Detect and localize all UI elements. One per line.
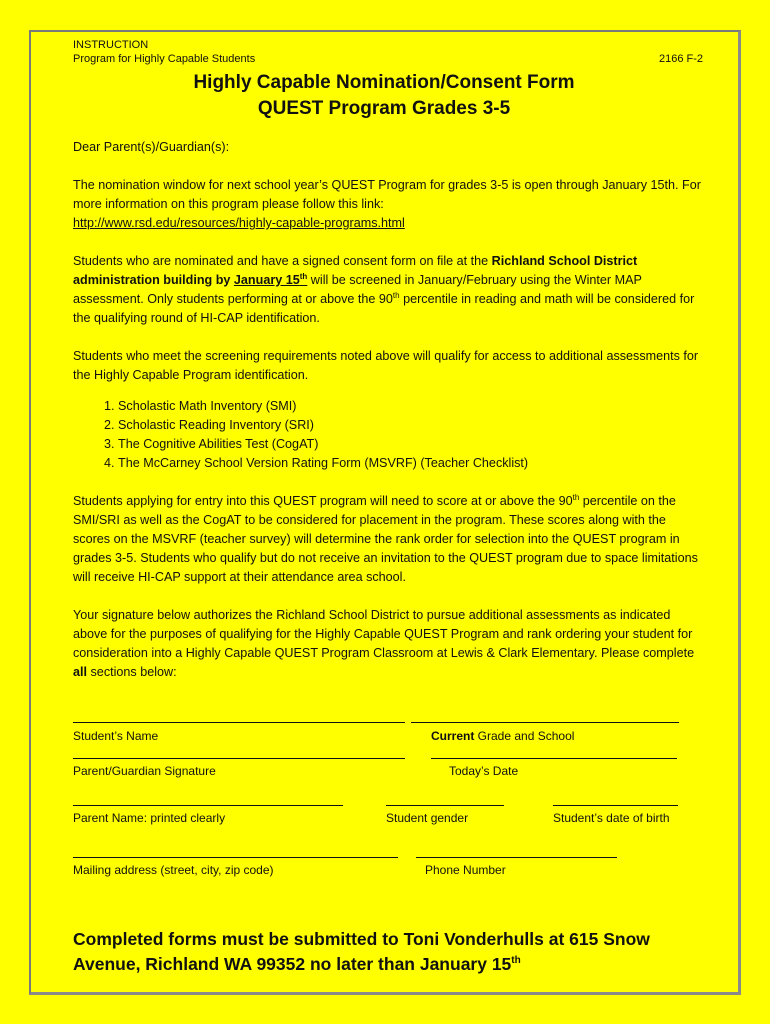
screening-deadline xyxy=(234,273,307,287)
form-code: 2166 F-2 xyxy=(658,53,703,65)
screening-deadline-date: January 15 xyxy=(233,273,300,287)
student-dob-line[interactable] xyxy=(553,805,678,806)
document-header xyxy=(73,38,703,66)
nomination-text: The nomination window for next school year’s QUEST Program for grades 3-5 is open through January 15th. For more information on this program please follow this link: xyxy=(73,178,701,211)
signature-section xyxy=(73,702,703,927)
submission-suffix: th xyxy=(511,955,521,967)
percentile-suffix: th xyxy=(392,290,400,300)
list-item: 3. The Cognitive Abilities Test (CogAT) xyxy=(118,435,703,454)
salutation: Dear Parent(s)/Guardian(s): xyxy=(73,140,230,154)
form-page xyxy=(29,30,741,995)
parent-signature-line[interactable] xyxy=(73,758,405,759)
student-dob-label: Student’s date of birth xyxy=(553,811,670,825)
program-link[interactable]: http://www.rsd.edu/resources/highly-capable-programs.html xyxy=(73,216,405,230)
mailing-address-line[interactable] xyxy=(73,857,398,858)
paragraph-placement xyxy=(73,492,703,587)
header-section: INSTRUCTION xyxy=(73,39,149,51)
placement-text-2: percentile on the SMI/SRI as well as the CogAT to be considered for placement in the program. These scores along with the scores on the MSVRF (teacher survey) will determine the rank order for selection into the QUEST program in grades 3-5. Students who qualify but do not receive an invitation to the QUEST program due to space limitations will receive HI-CAP support at their attendance area school. xyxy=(73,494,698,584)
form-content xyxy=(73,38,703,977)
placement-text-1: Students applying for entry into this QUEST program will need to score at or above the 90 xyxy=(73,494,573,508)
grade-emphasis: Current xyxy=(431,729,475,743)
form-title xyxy=(65,70,703,122)
list-item: 1. Scholastic Math Inventory (SMI) xyxy=(118,397,703,416)
todays-date-line[interactable] xyxy=(431,758,677,759)
authorization-text-2: sections below: xyxy=(87,665,177,679)
authorization-text-1: Your signature below authorizes the Richland School District to pursue additional assessments as indicated above for the purposes of qualifying for the Highly Capable QUEST Program and rank ordering your student for consideration into a Highly Capable QUEST Program Classroom at Lewis & Clark Elementary. Please complete xyxy=(73,608,695,660)
paragraph-screening xyxy=(73,252,703,328)
student-name-line[interactable] xyxy=(73,722,405,723)
grade-school-label xyxy=(431,729,574,743)
placement-percentile-suffix: th xyxy=(572,492,580,502)
authorization-emphasis: all xyxy=(73,665,88,679)
header-program: Program for Highly Capable Students xyxy=(73,53,256,65)
parent-signature-label: Parent/Guardian Signature xyxy=(73,764,216,778)
paragraph-nomination-window xyxy=(73,176,703,233)
screening-text-2: will be screened in January/February using the Winter MAP assessment. Only students performing at or above the 90 xyxy=(73,273,642,306)
screening-text-1: Students who are nominated and have a signed consent form on file at the xyxy=(73,254,492,268)
phone-number-label: Phone Number xyxy=(425,863,506,877)
parent-name-line[interactable] xyxy=(73,805,343,806)
todays-date-label: Today’s Date xyxy=(449,764,519,778)
assessment-list xyxy=(73,397,703,473)
grade-label-rest: Grade and School xyxy=(474,729,575,743)
screening-text-3: percentile in reading and math will be considered for the qualifying round of HI-CAP identification. xyxy=(73,292,695,325)
list-item: 2. Scholastic Reading Inventory (SRI) xyxy=(118,416,703,435)
paragraph-authorization xyxy=(73,606,703,682)
list-item: 4. The McCarney School Version Rating Form (MSVRF) (Teacher Checklist) xyxy=(118,454,703,473)
submission-notice xyxy=(73,927,703,977)
title-line-1: Highly Capable Nomination/Consent Form xyxy=(193,72,575,93)
student-gender-line[interactable] xyxy=(386,805,504,806)
title-line-2: QUEST Program Grades 3-5 xyxy=(257,98,511,119)
student-name-label: Student’s Name xyxy=(73,729,159,743)
grade-school-line[interactable] xyxy=(411,722,679,723)
screening-deadline-suffix: th xyxy=(299,271,308,281)
parent-name-label: Parent Name: printed clearly xyxy=(73,811,226,825)
submission-text: Completed forms must be submitted to Toni Vonderhulls at 615 Snow Avenue, Richland WA 99352 no later than January 15 xyxy=(73,929,650,974)
screening-location: Richland School District administration building by xyxy=(73,254,638,287)
mailing-address-label: Mailing address (street, city, zip code) xyxy=(73,863,274,877)
paragraph-qualify: Students who meet the screening requirements noted above will qualify for access to additional assessments for the Highly Capable Program identification. xyxy=(73,349,699,382)
phone-number-line[interactable] xyxy=(416,857,617,858)
student-gender-label: Student gender xyxy=(386,811,469,825)
